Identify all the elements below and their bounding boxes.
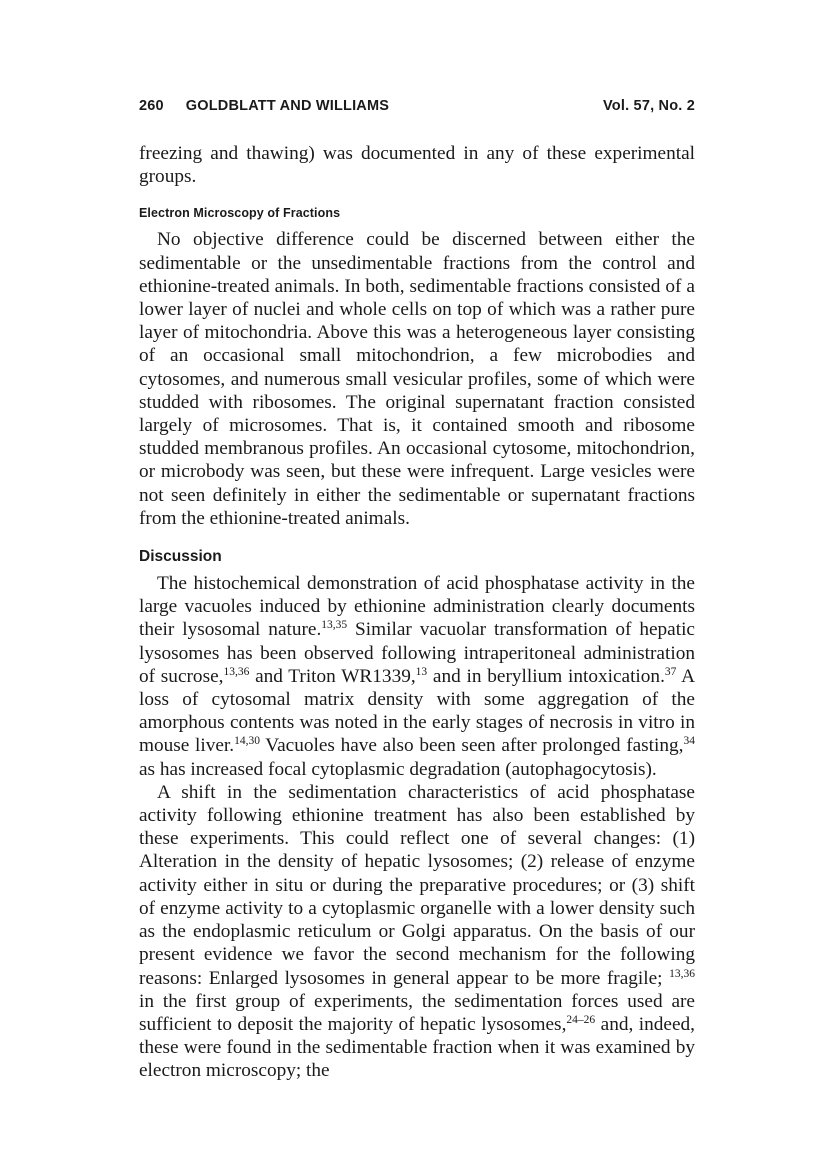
- section-heading-electron-microscopy: Electron Microscopy of Fractions: [139, 206, 341, 221]
- discussion-paragraph-1: [139, 572, 695, 781]
- text-span: and, indeed, these were found in the sedimentable fraction when it was examined by electron microscopy; the: [139, 1013, 695, 1082]
- text-span: A loss of cytosomal matrix density with some aggregation of the amorphous contents was noted in the early stages of necrosis in vitro in mouse liver.: [139, 665, 695, 757]
- section-electron-microscopy: [139, 206, 695, 530]
- discussion-paragraph-2: [139, 781, 695, 1083]
- running-header: [139, 98, 695, 120]
- text-span: in the first group of experiments, the sedimentation forces used are sufficient to deposit the majority of hepatic lysosomes,: [139, 990, 695, 1035]
- text-span: Similar vacuolar transformation of hepatic lysosomes has been observed following intraperitoneal administration of sucrose,: [139, 619, 695, 687]
- text-span: as has increased focal cytoplasmic degradation (autophagocytosis).: [139, 758, 657, 780]
- text-span: A shift in the sedimentation characteristics of acid phosphatase activity following ethionine treatment has also been established by these experiments. This could reflect one of several changes: (1) Alteration in the density of hepatic lysosomes; (2) release of enzyme activity either in situ or during the preparative procedures; or (3) shift of enzyme activity to a cytoplasmic organelle with a lower density such as the endoplasmic reticulum or Golgi apparatus. On the basis of our present evidence we favor the second mechanism for the following reasons: Enlarged lysosomes in general appear to be more fragile;: [139, 781, 695, 989]
- citation-ref: 34: [683, 735, 695, 748]
- citation-ref: 37: [664, 665, 677, 678]
- running-authors: GOLDBLATT AND WILLIAMS: [185, 98, 390, 114]
- section-discussion: [139, 548, 695, 1082]
- citation-ref: 13,36: [669, 967, 695, 980]
- text-span: and Triton WR1339,: [249, 665, 416, 687]
- text-span: The histochemical demonstration of acid phosphatase activity in the large vacuoles induced by ethionine administration clearly documents their lysosomal nature.: [139, 573, 695, 641]
- citation-ref: 13: [415, 665, 428, 678]
- journal-page: [139, 98, 695, 1083]
- text-span: Vacuoles have also been seen after prolonged fasting,: [259, 735, 684, 757]
- text-span: and in beryllium intoxication.: [427, 665, 665, 687]
- em-paragraph: No objective difference could be discerned between either the sedimentable or the unsedimentable fractions from the control and ethionine-treated animals. In both, sedimentable fractions consisted of a lower layer of nuclei and whole cells on top of which was a rather pure layer of mitochondria. Above this was a heterogeneous layer consisting of an occasional small mitochondrion, a few microbodies and cytosomes, and numerous small vesicular profiles, some of which were studded with ribosomes. The original supernatant fraction consisted largely of microsomes. That is, it contained smooth and ribosome studded membranous profiles. An occasional cytosome, mitochondrion, or microbody was seen, but these were infrequent. Large vesicles were not seen definitely in either the sedimentable or supernatant fractions from the ethionine-treated animals.: [139, 229, 695, 529]
- section-heading-discussion: Discussion: [139, 548, 222, 566]
- citation-ref: 13,35: [321, 619, 348, 632]
- volume-issue: Vol. 57, No. 2: [603, 98, 695, 114]
- page-number: 260: [139, 98, 164, 114]
- continuation-paragraph: freezing and thawing) was documented in any of these experimental groups.: [139, 143, 695, 188]
- citation-ref: 14,30: [234, 735, 260, 748]
- citation-ref: 13,36: [223, 665, 250, 678]
- citation-ref: 24–26: [566, 1013, 596, 1026]
